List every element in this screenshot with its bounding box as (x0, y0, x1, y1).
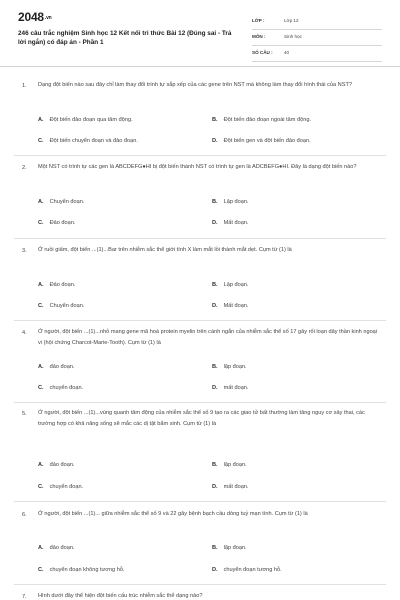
option-text: Mất đoạn. (223, 303, 249, 309)
header-divider (0, 66, 400, 67)
option-letter: A. (38, 462, 44, 468)
option-b[interactable] (212, 117, 311, 123)
option-text: Mất đoạn. (223, 220, 249, 226)
option-text: lặp đoạn. (223, 545, 247, 551)
option-letter: D. (212, 385, 218, 391)
option-letter: C. (38, 567, 44, 573)
option-letter: D. (212, 220, 218, 226)
option-d[interactable] (212, 484, 248, 490)
question-divider (14, 584, 386, 585)
question-divider (14, 155, 386, 156)
option-b[interactable] (212, 462, 247, 468)
meta-row-count (252, 46, 382, 62)
option-letter: C. (38, 484, 44, 490)
question-number: 5. (22, 411, 27, 417)
option-a[interactable] (38, 462, 74, 468)
option-letter: B. (212, 282, 218, 288)
option-text: đảo đoạn. (49, 462, 75, 468)
option-b[interactable] (212, 282, 248, 288)
option-letter: D. (212, 303, 218, 309)
option-text: Chuyển đoạn. (49, 199, 85, 205)
option-text: chuyển đoạn. (49, 484, 84, 490)
option-letter: A. (38, 199, 44, 205)
option-letter: C. (38, 220, 44, 226)
option-letter: A. (38, 117, 44, 123)
question-text: Một NST có trình tự các gen là ABCDEFG●HI bị đột biến thành NST có trình tự gen là ADCBEFG●HI. Đây là dạng đột biến nào? (38, 164, 357, 170)
option-text: Đột biến đảo đoạn ngoài tâm động. (223, 117, 311, 123)
option-text: lặp đoạn. (223, 462, 247, 468)
option-letter: A. (38, 282, 44, 288)
option-c[interactable] (38, 567, 125, 573)
option-text: Đảo đoạn. (49, 220, 76, 226)
question-number: 7. (22, 594, 27, 600)
meta-value: 40 (284, 50, 290, 55)
option-letter: A. (38, 545, 44, 551)
meta-value: Sinh học (284, 34, 302, 39)
option-text: Đảo đoạn. (49, 282, 76, 288)
option-c[interactable] (38, 385, 83, 391)
option-letter: B. (212, 545, 218, 551)
option-a[interactable] (38, 364, 74, 370)
option-a[interactable] (38, 545, 74, 551)
question-divider (14, 501, 386, 502)
document-header (0, 0, 400, 62)
option-text: Lặp đoạn. (223, 199, 249, 205)
option-text: lặp đoạn. (223, 364, 247, 370)
option-text: Lặp đoạn. (223, 282, 249, 288)
option-d[interactable] (212, 567, 282, 573)
option-letter: C. (38, 138, 44, 144)
option-a[interactable] (38, 282, 75, 288)
option-text: chuyển đoạn. (49, 385, 84, 391)
option-c[interactable] (38, 484, 83, 490)
option-letter: C. (38, 303, 44, 309)
question-text: Dạng đột biến nào sau đây chỉ làm thay đổi trình tự sắp xếp của các gene trên NST mà không làm thay đổi hình thái của NST? (38, 82, 352, 88)
option-c[interactable] (38, 303, 84, 309)
option-d[interactable] (212, 138, 311, 144)
option-a[interactable] (38, 199, 84, 205)
option-letter: D. (212, 484, 218, 490)
logo-tld: .vn (44, 14, 52, 21)
option-c[interactable] (38, 138, 138, 144)
question-number: 2. (22, 165, 27, 171)
question-divider (14, 238, 386, 239)
option-text: Đột biến đảo đoạn qua tâm động. (49, 117, 133, 123)
option-c[interactable] (38, 220, 75, 226)
meta-row-class (252, 14, 382, 30)
option-letter: B. (212, 462, 218, 468)
option-d[interactable] (212, 385, 248, 391)
option-text: chuyển đoạn không tương hỗ. (49, 567, 125, 573)
meta-label: MÔN : (252, 34, 266, 39)
option-text: Đột biến chuyển đoạn và đảo đoạn. (49, 138, 138, 144)
option-b[interactable] (212, 199, 248, 205)
option-text: chuyển đoạn tương hỗ. (223, 567, 282, 573)
option-letter: B. (212, 117, 218, 123)
option-text: mất đoạn. (223, 385, 249, 391)
question-divider (14, 320, 386, 321)
option-letter: C. (38, 385, 44, 391)
question-text: Ở người, đột biến ...(1)...vùng quanh tâm động của nhiễm sắc thể số 9 tạo ra các giao tử bất thường làm tăng nguy cơ sảy thai, các trường hợp có khả năng sống sẽ mắc các dị tật bẩm sinh. Cụm từ (1) là (38, 410, 365, 427)
option-letter: B. (212, 364, 218, 370)
question-text: Hình dưới đây thể hiện đột biến cấu trúc nhiễm sắc thể dạng nào? (38, 593, 203, 599)
question-number: 1. (22, 83, 27, 89)
meta-row-subject (252, 30, 382, 46)
question-text: Ở người, đột biến ...(1)... giữa nhiễm sắc thể số 9 và 22 gây bệnh bạch cầu dòng tuỷ mạn tính. Cụm từ (1) là (38, 511, 308, 517)
option-text: đảo đoạn. (49, 545, 75, 551)
meta-label: SỐ CÂU : (252, 50, 273, 55)
question-text: Ở ruồi giấm, đột biến ...(1)...Bar trên nhiễm sắc thể giới tính X làm mắt lồi thành mắt dẹt. Cụm từ (1) là (38, 247, 292, 253)
option-b[interactable] (212, 545, 247, 551)
question-divider (14, 402, 386, 403)
option-letter: B. (212, 199, 218, 205)
question-number: 3. (22, 248, 27, 254)
option-b[interactable] (212, 364, 247, 370)
option-text: Chuyển đoạn. (49, 303, 85, 309)
meta-label: LỚP : (252, 18, 265, 23)
option-letter: D. (212, 567, 218, 573)
document-title: 246 câu trắc nghiệm Sinh học 12 Kết nối tri thức Bài 12 (Đúng sai - Trả lời ngắn) có đáp án - Phần 1 (18, 30, 232, 46)
document-meta (252, 14, 382, 62)
option-text: mất đoạn. (223, 484, 249, 490)
question-number: 4. (22, 330, 27, 336)
option-letter: A. (38, 364, 44, 370)
logo-text: 2048 (18, 10, 44, 24)
option-text: đảo đoạn. (49, 364, 75, 370)
question-text: Ở người, đột biến ...(1)...nhỏ mang gene mã hoá protein myelin trên cánh ngắn của nhiễm sắc thể số 17 gây rối loạn dây thần kinh ngoại vi (hội chứng Charcot-Marie-Tooth). Cụm từ (1) là (38, 329, 378, 346)
option-letter: D. (212, 138, 218, 144)
meta-value: Lớp 12 (284, 18, 299, 23)
option-a[interactable] (38, 117, 133, 123)
question-number: 6. (22, 512, 27, 518)
option-d[interactable] (212, 303, 248, 309)
option-text: Đột biến gen và đột biến đảo đoạn. (223, 138, 311, 144)
option-d[interactable] (212, 220, 248, 226)
site-logo[interactable] (18, 10, 52, 24)
